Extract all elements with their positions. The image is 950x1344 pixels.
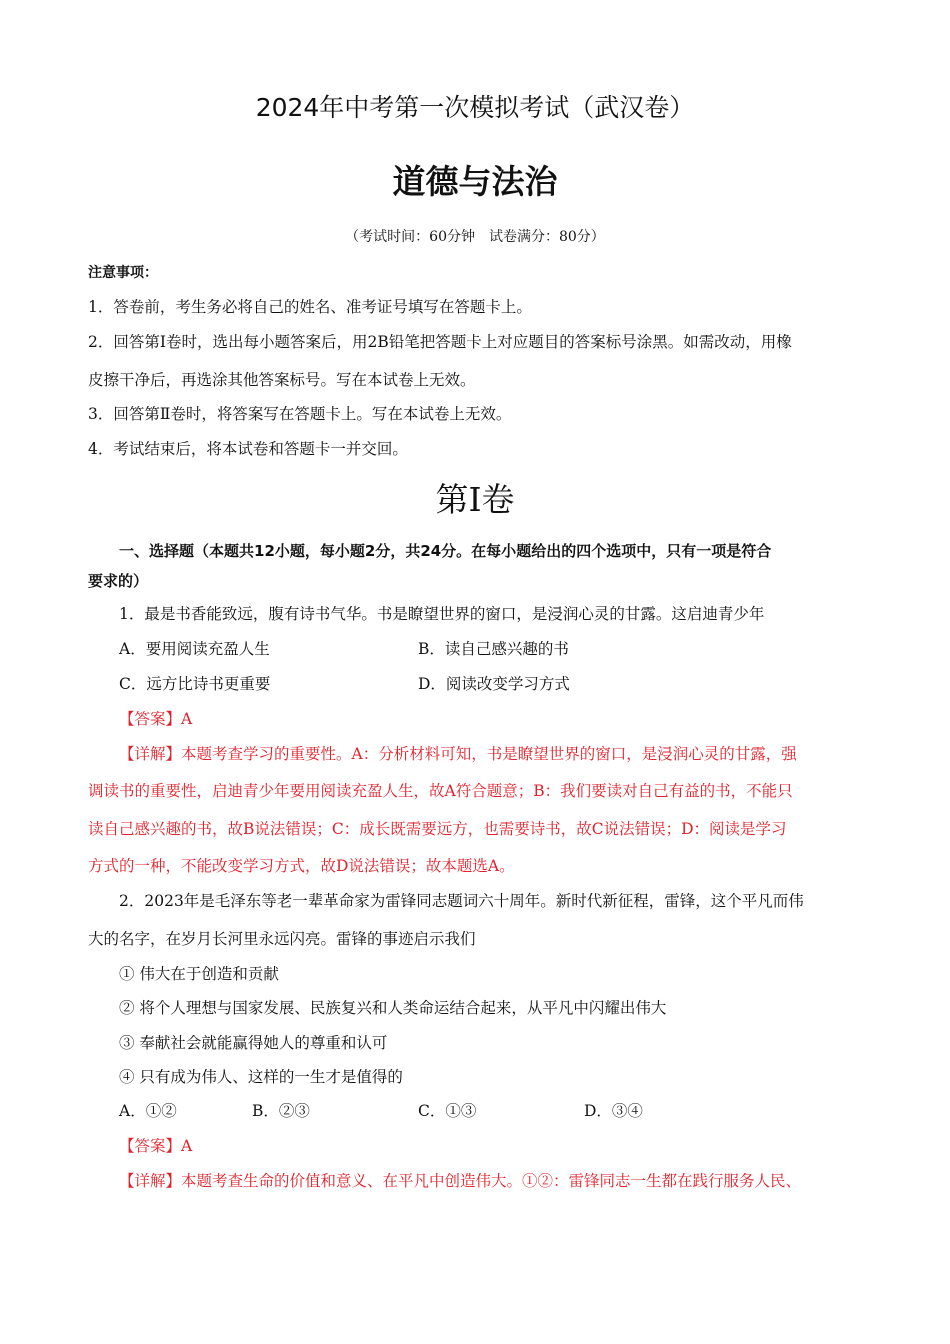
question-1-answer: 【答案】A [119, 710, 193, 728]
question-1-stem: 1．最是书香能致远，腹有诗书气华。书是瞭望世界的窗口，是浸润心灵的甘露。这启迪青少年 [119, 605, 765, 623]
section-heading: 一、选择题（本题共12小题，每小题2分，共24分。在每小题给出的四个选项中，只有一项是符合 [119, 542, 772, 560]
question-2-answer: 【答案】A [119, 1137, 193, 1155]
question-1-option-a: A．要用阅读充盈人生 [119, 640, 270, 658]
question-2-option-b: B．②③ [252, 1102, 310, 1120]
question-2-statement: ② 将个人理想与国家发展、民族复兴和人类命运结合起来，从平凡中闪耀出伟大 [119, 999, 667, 1017]
question-2-stem: 2．2023年是毛泽东等老一辈革命家为雷锋同志题词六十周年。新时代新征程，雷锋，这个平凡而伟 [119, 892, 804, 910]
note-item: 2．回答第Ⅰ卷时，选出每小题答案后，用2B铅笔把答题卡上对应题目的答案标号涂黑。如需改动，用橡 [88, 333, 792, 351]
notes-heading: 注意事项： [88, 265, 158, 281]
question-1-option-d: D．阅读改变学习方式 [418, 675, 570, 693]
note-item: 4．考试结束后，将本试卷和答题卡一并交回。 [88, 440, 408, 458]
exam-time-info: （考试时间：60分钟 试卷满分：80分） [345, 229, 605, 245]
question-1-detail: 调读书的重要性，启迪青少年要用阅读充盈人生，故A符合题意；B：我们要读对自己有益的书，不能只 [88, 782, 793, 800]
question-1-detail: 方式的一种，不能改变学习方式，故D说法错误；故本题选A。 [88, 857, 515, 875]
volume-title: 第Ⅰ卷 [435, 480, 515, 519]
question-2-stem: 大的名字，在岁月长河里永远闪亮。雷锋的事迹启示我们 [88, 930, 476, 948]
question-2-option-d: D．③④ [584, 1102, 643, 1120]
question-1-detail: 【详解】本题考查学习的重要性。A：分析材料可知，书是瞭望世界的窗口，是浸润心灵的甘露，强 [119, 745, 797, 763]
question-2-statement: ④ 只有成为伟人、这样的一生才是值得的 [119, 1068, 403, 1086]
question-2-statement: ① 伟大在于创造和贡献 [119, 965, 279, 983]
question-2-statement: ③ 奉献社会就能赢得她人的尊重和认可 [119, 1034, 388, 1052]
section-heading-cont: 要求的） [88, 572, 149, 590]
note-item: 3．回答第Ⅱ卷时，将答案写在答题卡上。写在本试卷上无效。 [88, 405, 512, 423]
exam-title: 2024年中考第一次模拟考试（武汉卷） [255, 93, 695, 122]
subject-title: 道德与法治 [392, 162, 558, 201]
question-2-option-a: A．①② [119, 1102, 177, 1120]
question-2-detail: 【详解】本题考查生命的价值和意义、在平凡中创造伟大。①②：雷锋同志一生都在践行服务人民、 [119, 1172, 802, 1190]
question-2-option-c: C．①③ [418, 1102, 477, 1120]
note-item: 皮擦干净后，再选涂其他答案标号。写在本试卷上无效。 [88, 371, 476, 389]
question-1-detail: 读自己感兴趣的书，故B说法错误；C：成长既需要远方，也需要诗书，故C说法错误；D：阅读是学习 [88, 820, 787, 838]
question-1-option-c: C．远方比诗书更重要 [119, 675, 271, 693]
note-item: 1．答卷前，考生务必将自己的姓名、准考证号填写在答题卡上。 [88, 298, 532, 316]
question-1-option-b: B．读自己感兴趣的书 [418, 640, 569, 658]
